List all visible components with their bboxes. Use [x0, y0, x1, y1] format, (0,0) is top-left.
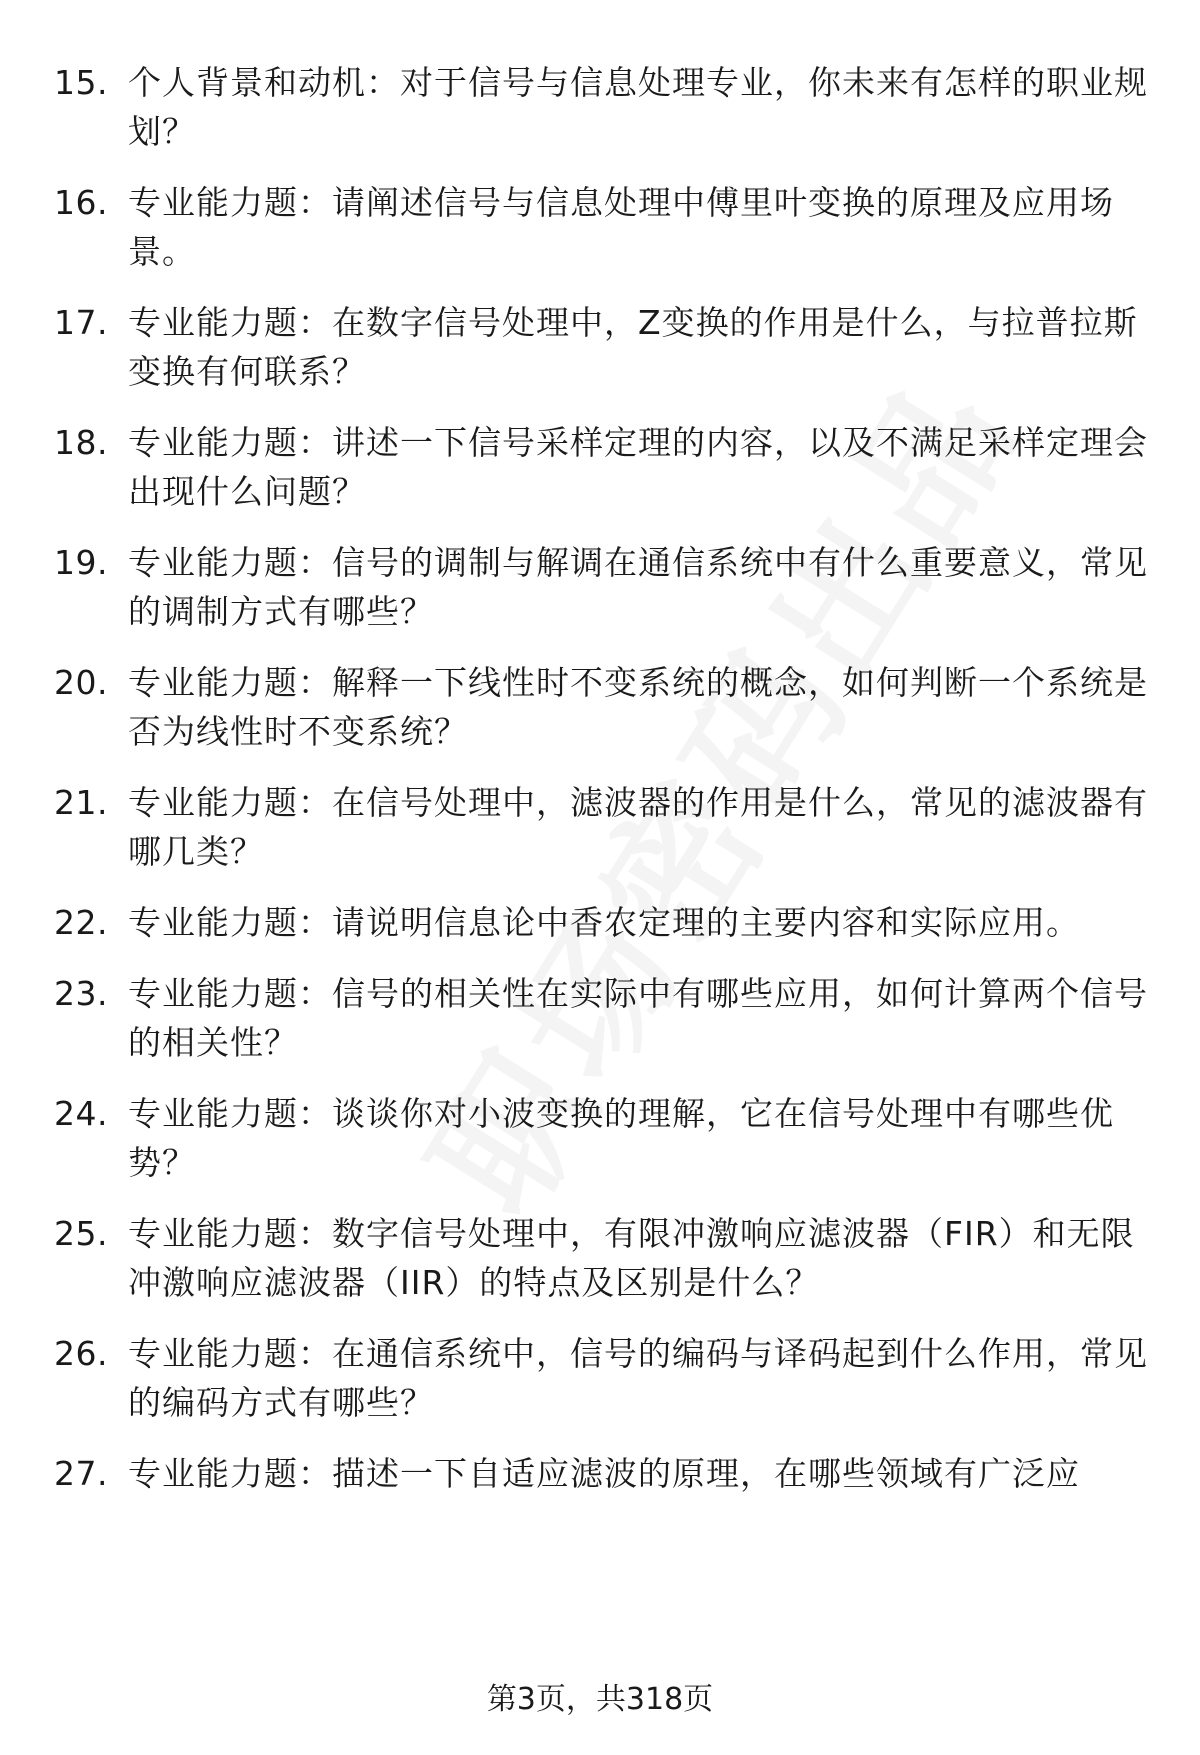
question-item [54, 1449, 1164, 1498]
question-item [54, 298, 1164, 396]
question-text: 专业能力题：描述一下自适应滤波的原理，在哪些领域有广泛应 [128, 1454, 1080, 1493]
question-number: 24. [54, 1094, 108, 1133]
question-item [54, 1329, 1164, 1427]
question-text: 专业能力题：讲述一下信号采样定理的内容，以及不满足采样定理会出现什么问题？ [128, 423, 1148, 511]
question-number: 19. [54, 543, 108, 582]
question-number: 26. [54, 1334, 108, 1373]
page-footer: 第3页，共318页 [486, 1682, 714, 1717]
question-number: 23. [54, 974, 108, 1013]
question-number: 15. [54, 63, 108, 102]
question-text: 专业能力题：谈谈你对小波变换的理解，它在信号处理中有哪些优势？ [128, 1094, 1114, 1182]
question-number: 17. [54, 303, 108, 342]
question-list [54, 58, 1164, 1520]
question-item [54, 58, 1164, 156]
question-text: 专业能力题：在通信系统中，信号的编码与译码起到什么作用，常见的编码方式有哪些？ [128, 1334, 1148, 1422]
question-text: 个人背景和动机：对于信号与信息处理专业，你未来有怎样的职业规划？ [128, 63, 1148, 151]
question-item [54, 178, 1164, 276]
question-text: 专业能力题：信号的调制与解调在通信系统中有什么重要意义，常见的调制方式有哪些？ [128, 543, 1148, 631]
question-item [54, 898, 1164, 947]
question-text: 专业能力题：在数字信号处理中，Z变换的作用是什么，与拉普拉斯变换有何联系？ [128, 303, 1138, 391]
question-item [54, 418, 1164, 516]
question-text: 专业能力题：数字信号处理中，有限冲激响应滤波器（FIR）和无限冲激响应滤波器（IIR）的特点及区别是什么？ [128, 1214, 1135, 1302]
question-item [54, 778, 1164, 876]
question-item [54, 658, 1164, 756]
question-item [54, 538, 1164, 636]
question-item [54, 1209, 1164, 1307]
question-text: 专业能力题：请阐述信号与信息处理中傅里叶变换的原理及应用场景。 [128, 183, 1114, 271]
question-number: 27. [54, 1454, 108, 1493]
question-text: 专业能力题：在信号处理中，滤波器的作用是什么，常见的滤波器有哪几类？ [128, 783, 1148, 871]
question-number: 22. [54, 903, 108, 942]
question-text: 专业能力题：请说明信息论中香农定理的主要内容和实际应用。 [128, 903, 1080, 942]
question-item [54, 1089, 1164, 1187]
question-text: 专业能力题：解释一下线性时不变系统的概念，如何判断一个系统是否为线性时不变系统？ [128, 663, 1148, 751]
question-number: 25. [54, 1214, 108, 1253]
question-number: 18. [54, 423, 108, 462]
question-number: 16. [54, 183, 108, 222]
question-number: 21. [54, 783, 108, 822]
question-text: 专业能力题：信号的相关性在实际中有哪些应用，如何计算两个信号的相关性？ [128, 974, 1148, 1062]
question-item [54, 969, 1164, 1067]
question-number: 20. [54, 663, 108, 702]
